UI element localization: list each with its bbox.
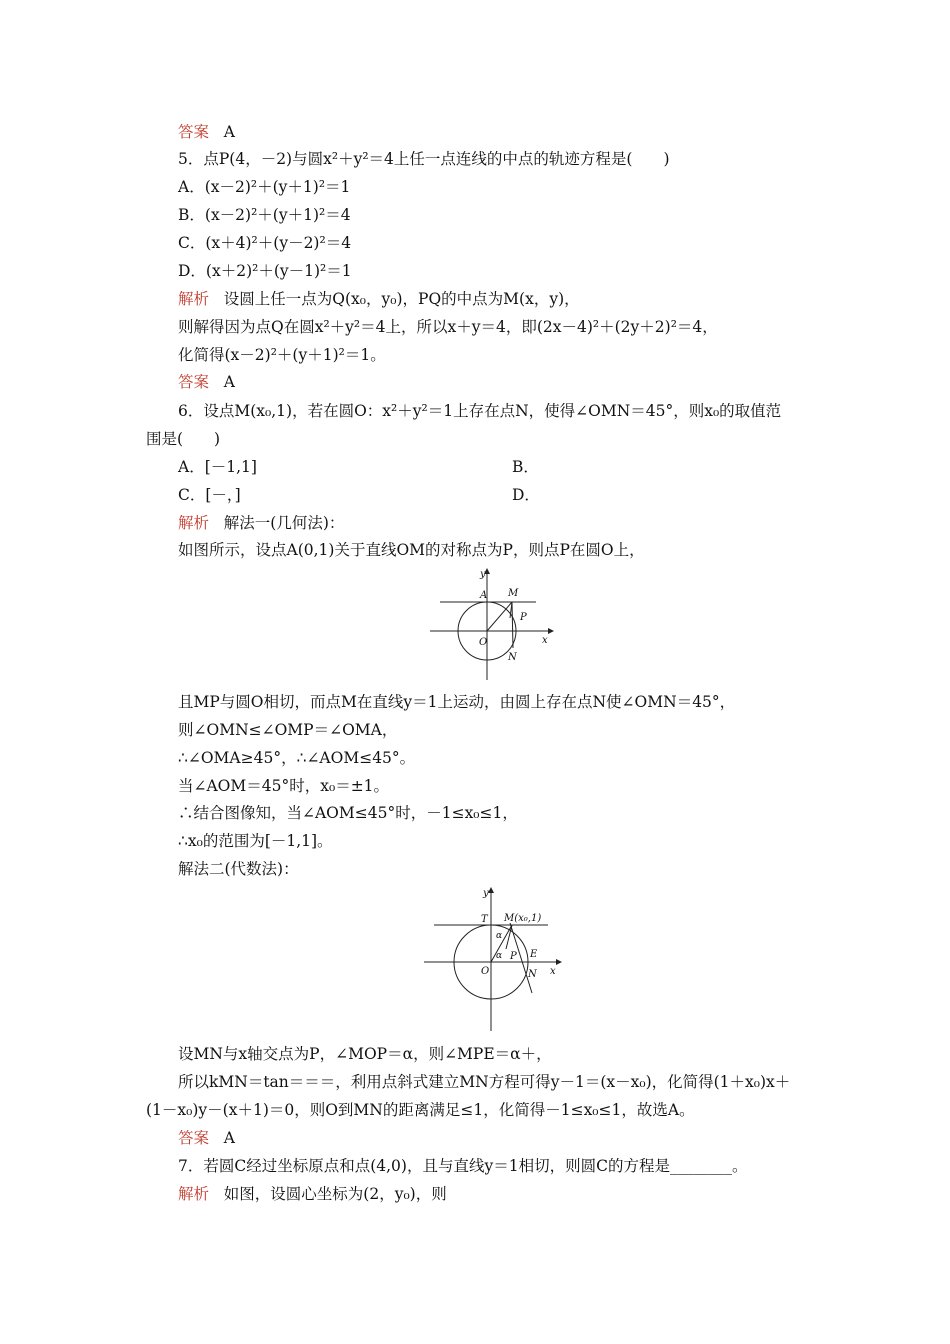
q6-method1-line-3: ∴∠OMA≥45°，∴∠AOM≤45°。 xyxy=(178,749,416,767)
label-x: x xyxy=(550,966,556,977)
q6-analysis-head xyxy=(178,513,344,533)
label-t: T xyxy=(481,914,488,925)
analysis-label: 解析 xyxy=(178,1185,210,1203)
q6-method1-line-4: 当∠AOM＝45°时，x₀＝±1。 xyxy=(178,777,390,795)
q5-stem: 5．点P(4，－2)与圆x²＋y²＝4上任一点连线的中点的轨迹方程是( ) xyxy=(178,150,670,168)
q6-method1-line-2: 则∠OMN≤∠OMP＝∠OMA， xyxy=(178,721,398,739)
q6-option-a: A．[－1,1] xyxy=(178,458,257,476)
label-y: y xyxy=(483,888,489,899)
answer-value: A xyxy=(223,1129,235,1147)
analysis-text: 如图，设圆心坐标为(2，y₀)，则 xyxy=(223,1185,447,1203)
answer-value: A xyxy=(223,123,235,141)
analysis-label: 解析 xyxy=(178,290,210,308)
answer-label: 答案 xyxy=(178,373,210,391)
x-arrow xyxy=(548,628,554,634)
label-n: N xyxy=(508,652,517,663)
answer-label: 答案 xyxy=(178,1129,210,1147)
q5-answer xyxy=(178,372,235,392)
q6-method1-line-5: ∴结合图像知，当∠AOM≤45°时，－1≤x₀≤1， xyxy=(178,804,518,822)
q6-method2-title: 解法二(代数法)： xyxy=(178,860,299,878)
q6-method2-line-3: (1－x₀)y－(x＋1)＝0，则O到MN的距离满足≤1，化简得－1≤x₀≤1，故选A。 xyxy=(146,1101,695,1119)
label-m: M(x₀,1) xyxy=(504,913,542,924)
label-n: N xyxy=(528,969,537,980)
q5-analysis-1 xyxy=(178,289,580,309)
label-p: P xyxy=(520,612,527,623)
label-e: E xyxy=(530,949,538,960)
q4-answer xyxy=(178,122,235,142)
label-x: x xyxy=(542,635,548,646)
analysis-text: 设圆上任一点为Q(x₀，y₀)，PQ的中点为M(x，y)， xyxy=(223,290,580,308)
q6-method1-line-1: 且MP与圆O相切，而点M在直线y＝1上运动，由圆上存在点N使∠OMN＝45°， xyxy=(178,693,736,711)
label-m: M xyxy=(508,588,519,599)
q6-method1-line-6: ∴x₀的范围为[－1,1]。 xyxy=(178,832,333,850)
label-o: O xyxy=(479,637,488,648)
q6-method1-intro: 如图所示，设点A(0,1)关于直线OM的对称点为P，则点P在圆O上， xyxy=(178,541,645,559)
method1-title: 解法一(几何法)： xyxy=(223,514,345,532)
q6-method2-line-2: 所以kMN＝tan＝＝＝，利用点斜式建立MN方程可得y－1＝(x－x₀)，化简得(1＋x₀)x＋ xyxy=(178,1073,791,1091)
q6-option-b: B． xyxy=(512,458,539,476)
q6-option-d: D． xyxy=(512,486,540,504)
label-a: A xyxy=(480,590,488,601)
label-alpha-top: α xyxy=(496,931,503,941)
q6-stem-1: 6．设点M(x₀,1)，若在圆O：x²＋y²＝1上存在点N，使得∠OMN＝45°，则x₀的取值范 xyxy=(178,402,782,420)
x-arrow xyxy=(556,959,562,965)
segment-om xyxy=(487,602,512,631)
label-o: O xyxy=(481,966,490,977)
figure-algebraic-method xyxy=(420,885,566,1033)
q6-stem-2: 围是( ) xyxy=(146,430,221,448)
q6-method2-line-1: 设MN与x轴交点为P，∠MOP＝α，则∠MPE＝α＋， xyxy=(178,1045,552,1063)
label-y: y xyxy=(480,569,486,580)
q5-option-b: B．(x－2)²＋(y＋1)²＝4 xyxy=(178,206,351,224)
q5-option-a: A．(x－2)²＋(y＋1)²＝1 xyxy=(178,178,351,196)
analysis-label: 解析 xyxy=(178,514,210,532)
q5-option-d: D．(x＋2)²＋(y－1)²＝1 xyxy=(178,262,352,280)
q7-analysis xyxy=(178,1184,447,1204)
label-p: P xyxy=(510,951,517,962)
q5-analysis-3: 化简得(x－2)²＋(y＋1)²＝1。 xyxy=(178,346,386,364)
y-arrow xyxy=(488,887,494,893)
answer-label: 答案 xyxy=(178,123,210,141)
answer-value: A xyxy=(223,373,235,391)
label-alpha-bottom: α xyxy=(496,951,503,961)
q5-analysis-2: 则解得因为点Q在圆x²＋y²＝4上，所以x＋y＝4，即(2x－4)²＋(2y＋2)²＝4， xyxy=(178,318,718,336)
segment-mn xyxy=(512,602,513,648)
figure-geometric-method xyxy=(430,568,556,680)
q6-answer xyxy=(178,1128,235,1148)
q7-stem: 7．若圆C经过坐标原点和点(4,0)，且与直线y＝1相切，则圆C的方程是________。 xyxy=(178,1157,748,1175)
q5-option-c: C．(x＋4)²＋(y－2)²＝4 xyxy=(178,234,352,252)
q6-option-c: C．[－，] xyxy=(178,486,241,504)
